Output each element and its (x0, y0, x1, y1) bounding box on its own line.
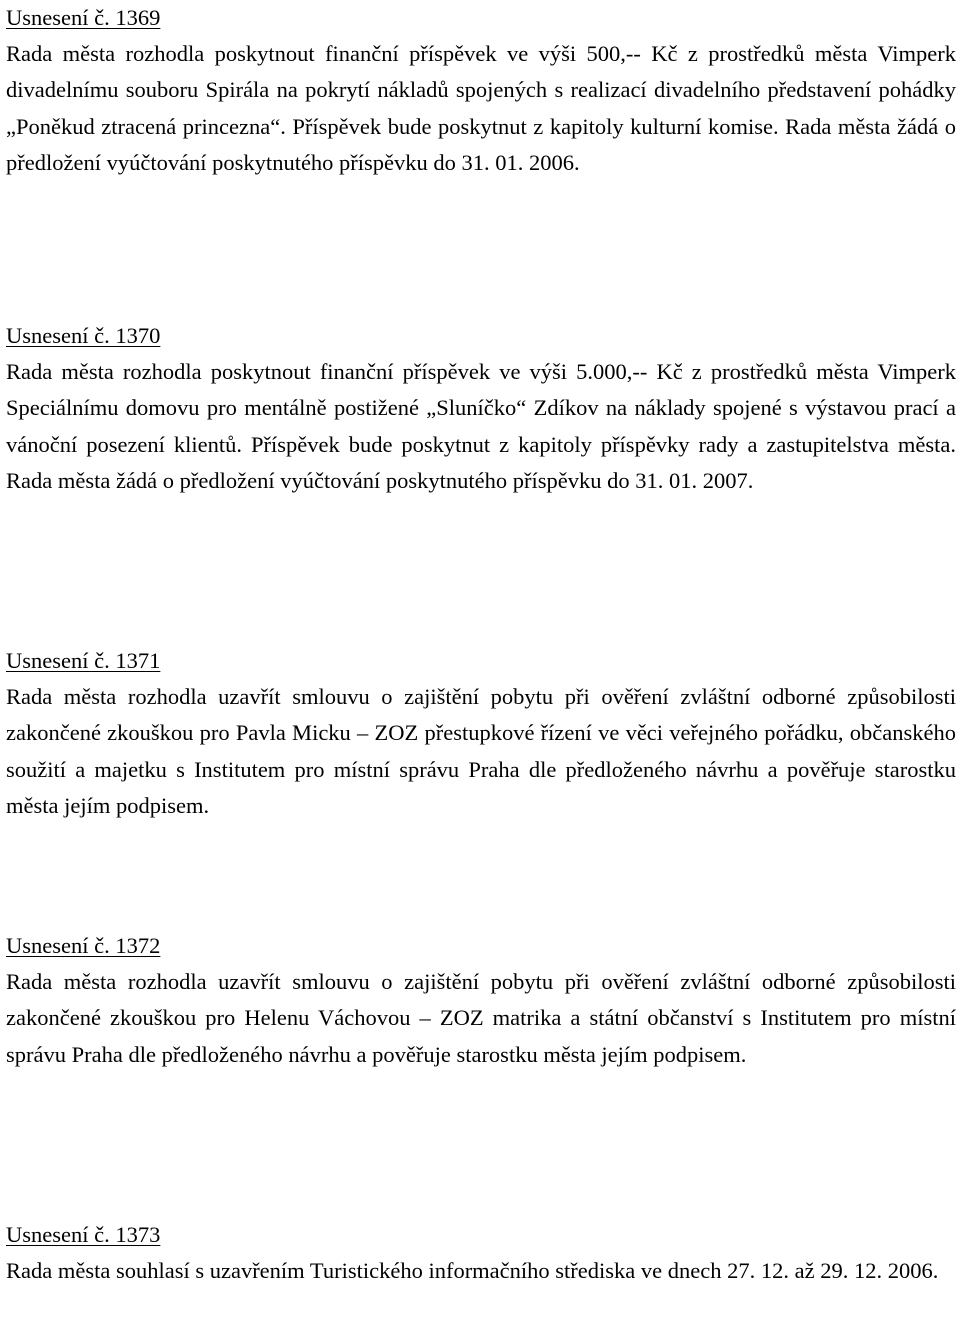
resolution-heading: Usnesení č. 1371 (6, 648, 161, 673)
resolution-heading: Usnesení č. 1373 (6, 1222, 161, 1247)
resolution-heading: Usnesení č. 1370 (6, 323, 161, 348)
resolution-text: Rada města rozhodla uzavřít smlouvu o zajištění pobytu při ověření zvláštní odborné způsobilosti zakončené zkouškou pro Pavla Micku – ZOZ přestupkové řízení ve věci veřejného pořádku, občanského soužití a majetku s Institutem pro místní správu Praha dle předloženého návrhu a pověřuje starostku města jejím podpisem. (6, 684, 956, 818)
resolution-1370 (6, 318, 956, 499)
resolution-heading: Usnesení č. 1369 (6, 5, 161, 30)
resolution-1371 (6, 643, 956, 824)
resolution-1369 (6, 0, 956, 181)
resolution-1372 (6, 928, 956, 1073)
resolution-text: Rada města rozhodla poskytnout finanční příspěvek ve výši 500,-- Kč z prostředků města Vimperk divadelnímu souboru Spirála na pokrytí nákladů spojených s realizací divadelního představení pohádky „Poněkud ztracená princezna“. Příspěvek bude poskytnut z kapitoly kulturní komise. Rada města žádá o předložení vyúčtování poskytnutého příspěvku do 31. 01. 2006. (6, 41, 956, 175)
resolution-1373 (6, 1217, 956, 1289)
resolution-heading: Usnesení č. 1372 (6, 933, 161, 958)
resolution-text: Rada města rozhodla uzavřít smlouvu o zajištění pobytu při ověření zvláštní odborné způsobilosti zakončené zkouškou pro Helenu Váchovou – ZOZ matrika a státní občanství s Institutem pro místní správu Praha dle předloženého návrhu a pověřuje starostku města jejím podpisem. (6, 969, 956, 1067)
resolution-text: Rada města rozhodla poskytnout finanční příspěvek ve výši 5.000,-- Kč z prostředků města Vimperk Speciálnímu domovu pro mentálně postižené „Sluníčko“ Zdíkov na náklady spojené s výstavou prací a vánoční posezení klientů. Příspěvek bude poskytnut z kapitoly příspěvky rady a zastupitelstva města. Rada města žádá o předložení vyúčtování poskytnutého příspěvku do 31. 01. 2007. (6, 359, 956, 493)
resolution-text: Rada města souhlasí s uzavřením Turistického informačního střediska ve dnech 27. 12. až 29. 12. 2006. (6, 1258, 939, 1283)
